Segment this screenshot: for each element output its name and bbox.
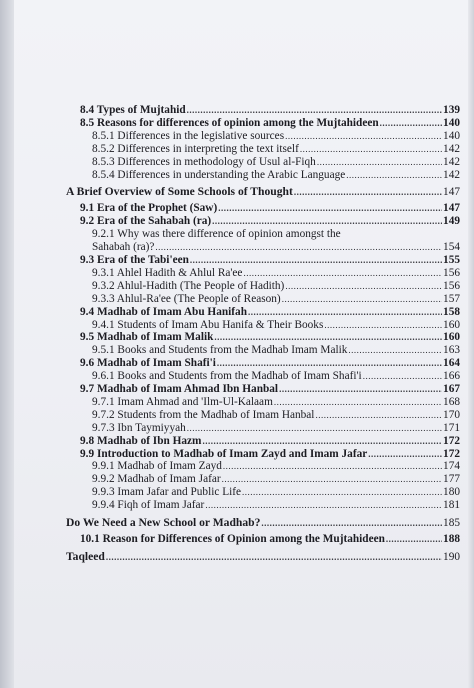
toc-entry xyxy=(60,331,460,344)
toc-entry-continued-line: 9.2.1 Why was there difference of opinion amongst the xyxy=(92,228,341,241)
toc-leader-dots xyxy=(282,293,442,306)
toc-entry xyxy=(60,156,460,169)
toc-leader-dots xyxy=(190,254,442,267)
toc-leader-dots xyxy=(317,156,442,169)
toc-leader-dots xyxy=(324,319,442,332)
toc-entry-title: 9.7 Madhab of Imam Ahmad Ibn Hanbal xyxy=(80,383,279,396)
toc-entry xyxy=(60,499,460,512)
toc-entry xyxy=(60,533,460,546)
toc-page-number: 142 xyxy=(443,155,460,168)
toc-entry xyxy=(60,486,460,499)
toc-leader-dots xyxy=(218,202,442,215)
toc-entry xyxy=(60,104,460,117)
toc-entry-title: 9.8 Madhab of Ibn Hazm xyxy=(80,434,202,447)
toc-page-number: 172 xyxy=(443,434,460,447)
table-of-contents xyxy=(60,104,460,567)
toc-leader-dots xyxy=(294,186,442,199)
toc-leader-dots xyxy=(222,473,442,486)
toc-page-number: 142 xyxy=(443,168,460,181)
toc-entry-title: 9.5.1 Books and Students from the Madhab Imam Malik xyxy=(92,344,348,357)
toc-entry xyxy=(60,396,460,409)
toc-leader-dots xyxy=(106,551,442,564)
toc-entry xyxy=(60,215,460,228)
toc-page-number: 168 xyxy=(443,395,460,408)
toc-entry-title: 9.9 Introduction to Madhab of Imam Zayd and Imam Jafar xyxy=(80,447,368,460)
toc-entry xyxy=(60,473,460,486)
toc-page-number: 167 xyxy=(443,383,460,396)
toc-entry-title: 9.1 Era of the Prophet (Saw) xyxy=(80,202,218,215)
toc-page-number: 171 xyxy=(443,421,460,434)
toc-page-number: 190 xyxy=(443,550,460,563)
toc-entry-title: 9.6.1 Books and Students from the Madhab of Imam Shafi'i xyxy=(92,370,362,383)
toc-page-number: 158 xyxy=(443,305,460,318)
toc-page-number: 172 xyxy=(443,447,460,460)
toc-leader-dots xyxy=(274,396,442,409)
toc-page-number: 166 xyxy=(443,370,460,383)
toc-page-number: 139 xyxy=(443,104,460,116)
toc-leader-dots xyxy=(261,517,442,530)
toc-entry xyxy=(60,202,460,215)
toc-page-number: 177 xyxy=(443,473,460,486)
toc-page-number: 174 xyxy=(443,460,460,473)
toc-leader-dots xyxy=(155,241,442,254)
toc-leader-dots xyxy=(363,370,442,383)
toc-page-number: 140 xyxy=(443,116,460,129)
toc-page-number: 180 xyxy=(443,486,460,499)
toc-entry-title: 9.2 Era of the Sahabah (ra) xyxy=(80,215,212,228)
page-binding-edge xyxy=(0,0,14,688)
toc-leader-dots xyxy=(187,104,442,117)
toc-chapter-entry xyxy=(60,186,460,199)
toc-leader-dots xyxy=(380,117,442,130)
toc-page-number: 181 xyxy=(443,499,460,512)
toc-page-number: 142 xyxy=(443,142,460,155)
toc-page-number: 170 xyxy=(443,408,460,421)
toc-entry xyxy=(60,143,460,156)
toc-leader-dots xyxy=(212,215,442,228)
toc-leader-dots xyxy=(279,383,442,396)
toc-leader-dots xyxy=(202,435,442,448)
toc-entry xyxy=(60,293,460,306)
toc-entry-title: 9.3.2 Ahlul-Hadith (The People of Hadith) xyxy=(92,279,285,292)
toc-page-number: 160 xyxy=(443,318,460,331)
toc-leader-dots xyxy=(300,143,442,156)
toc-entry xyxy=(60,241,460,254)
toc-entry xyxy=(60,169,460,182)
toc-page-number: 160 xyxy=(443,331,460,344)
toc-leader-dots xyxy=(214,331,442,344)
toc-page-number: 185 xyxy=(443,517,460,530)
toc-leader-dots xyxy=(315,409,442,422)
toc-leader-dots xyxy=(243,267,442,280)
toc-leader-dots xyxy=(386,533,442,546)
toc-leader-dots xyxy=(242,486,442,499)
toc-entry xyxy=(60,370,460,383)
toc-entry xyxy=(60,409,460,422)
page-outer-edge xyxy=(468,0,474,688)
toc-entry xyxy=(60,130,460,143)
toc-entry xyxy=(60,357,460,370)
toc-entry-title: 8.5 Reasons for differences of opinion among the Mujtahideen xyxy=(80,116,379,129)
toc-page-number: 188 xyxy=(443,533,460,545)
toc-chapter-entry xyxy=(60,517,460,530)
toc-leader-dots xyxy=(346,169,442,182)
toc-leader-dots xyxy=(248,306,442,319)
toc-entry-title: 9.5 Madhab of Imam Malik xyxy=(80,331,214,344)
toc-entry xyxy=(60,306,460,319)
toc-entry-title: 8.5.1 Differences in the legislative sources xyxy=(92,129,285,142)
toc-page-number: 157 xyxy=(443,292,460,305)
toc-entry-title: 9.4.1 Students of Imam Abu Hanifa & Their Books xyxy=(92,318,324,331)
toc-entry-title: 9.3 Era of the Tabi'een xyxy=(80,253,189,266)
toc-leader-dots xyxy=(285,130,442,143)
toc-entry xyxy=(60,435,460,448)
toc-entry-title: 8.5.4 Differences in understanding the Arabic Language xyxy=(92,168,346,181)
toc-entry xyxy=(60,117,460,130)
toc-leader-dots xyxy=(217,357,442,370)
toc-page-number: 163 xyxy=(443,344,460,357)
toc-entry-title: 9.7.3 Ibn Taymiyyah xyxy=(92,421,186,434)
toc-page-number: 149 xyxy=(443,215,460,228)
toc-entry-title: 9.6 Madhab of Imam Shafi'i xyxy=(80,357,216,370)
toc-entry xyxy=(60,254,460,267)
toc-entry-title: 9.3.1 Ahlel Hadith & Ahlul Ra'ee xyxy=(92,266,243,279)
toc-chapter-entry xyxy=(60,551,460,564)
toc-entry xyxy=(60,280,460,293)
toc-leader-dots xyxy=(285,280,442,293)
toc-entry-title: 9.9.2 Madhab of Imam Jafar xyxy=(92,473,221,486)
toc-page-number: 155 xyxy=(443,253,460,266)
toc-entry xyxy=(60,422,460,435)
toc-leader-dots xyxy=(205,499,442,512)
toc-entry-title: 9.4 Madhab of Imam Abu Hanifah xyxy=(80,305,247,318)
toc-entry-title: A Brief Overview of Some Schools of Thought xyxy=(66,185,293,199)
toc-leader-dots xyxy=(368,448,442,461)
toc-leader-dots xyxy=(223,460,442,473)
toc-entry-title: 8.5.3 Differences in methodology of Usul al-Fiqh xyxy=(92,155,316,168)
toc-entry-title: 9.7.1 Imam Ahmad and 'Ilm-Ul-Kalaam xyxy=(92,395,273,408)
toc-entry-title: 9.9.4 Fiqh of Imam Jafar xyxy=(92,499,205,512)
toc-entry xyxy=(60,383,460,396)
toc-entry-title: 8.4 Types of Mujtahid xyxy=(80,104,186,116)
toc-entry-title: 10.1 Reason for Differences of Opinion among the Mujtahideen xyxy=(80,533,385,545)
toc-page-number: 147 xyxy=(443,186,460,199)
toc-page-number: 156 xyxy=(443,279,460,292)
toc-entry xyxy=(60,319,460,332)
toc-page-number: 147 xyxy=(443,202,460,215)
toc-page-number: 164 xyxy=(443,357,460,370)
toc-entry xyxy=(60,344,460,357)
toc-entry xyxy=(60,267,460,280)
toc-entry-title: Sahabah (ra)? xyxy=(92,241,155,254)
toc-entry-title: 8.5.2 Differences in interpreting the text itself xyxy=(92,142,299,155)
toc-entry-title: 9.3.3 Ahlul-Ra'ee (The People of Reason) xyxy=(92,292,281,305)
toc-entry-title: 9.9.1 Madhab of Imam Zayd xyxy=(92,460,222,473)
toc-leader-dots xyxy=(348,344,442,357)
toc-entry xyxy=(60,448,460,461)
toc-page-number: 154 xyxy=(443,241,460,254)
toc-leader-dots xyxy=(187,422,442,435)
toc-page-number: 156 xyxy=(443,266,460,279)
toc-entry-title: 9.9.3 Imam Jafar and Public Life xyxy=(92,486,242,499)
toc-page-number: 140 xyxy=(443,129,460,142)
toc-entry-title: Taqleed xyxy=(66,549,105,563)
toc-entry xyxy=(60,460,460,473)
toc-entry-title: Do We Need a New School or Madhab? xyxy=(66,516,261,530)
toc-entry-title: 9.7.2 Students from the Madhab of Imam Hanbal xyxy=(92,408,315,421)
